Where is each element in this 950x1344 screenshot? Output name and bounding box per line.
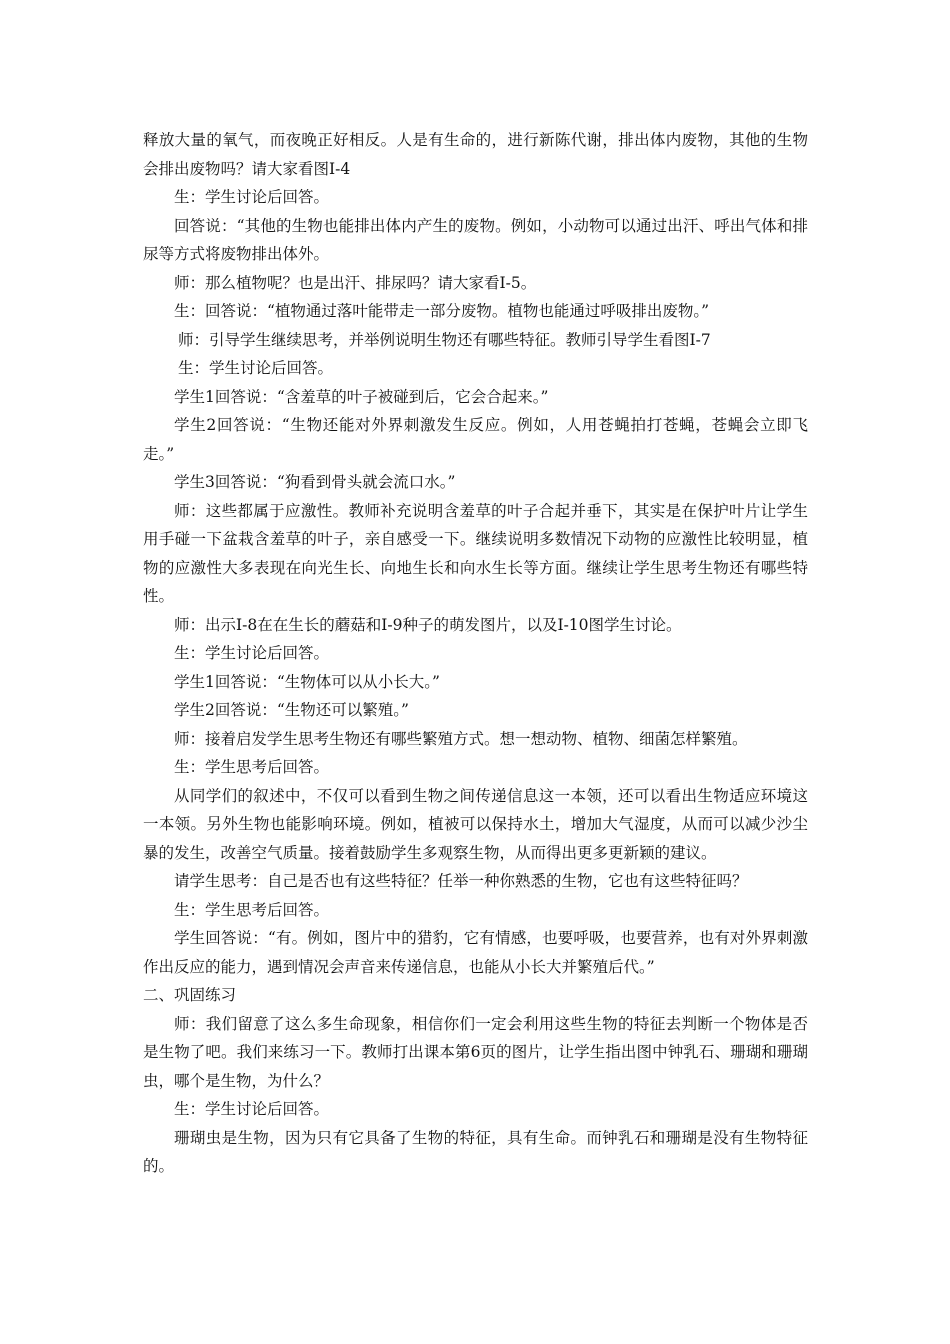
paragraph: 师：这些都属于应激性。教师补充说明含羞草的叶子合起并垂下，其实是在保护叶片让学生用手碰一下盆栽含羞草的叶子，亲自感受一下。继续说明多数情况下动物的应激性比较明显，植物的应激性大多表现在向光生长、向地生长和向水生长等方面。继续让学生思考生物还有哪些特性。: [143, 501, 808, 605]
paragraph: 珊瑚虫是生物，因为只有它具备了生物的特征，具有生命。而钟乳石和珊瑚是没有生物特征的。: [143, 1128, 808, 1175]
paragraph: 释放大量的氧气，而夜晚正好相反。人是有生命的，进行新陈代谢，排出体内废物，其他的生物会排出废物吗？请大家看图I-4: [143, 131, 808, 178]
paragraph: 师：我们留意了这么多生命现象，相信你们一定会利用这些生物的特征去判断一个物体是否是生物了吧。我们来练习一下。教师打出课本第6页的图片，让学生指出图中钟乳石、珊瑚和珊瑚虫，哪个是生物，为什么？: [143, 1014, 808, 1090]
paragraph: 生：学生思考后回答。: [174, 758, 330, 776]
paragraph: 生：回答说：“植物通过落叶能带走一部分废物。植物也能通过呼吸排出废物。”: [174, 302, 710, 320]
paragraph: 回答说：“其他的生物也能排出体内产生的废物。例如，小动物可以通过出汗、呼出气体和排尿等方式将废物排出体外。: [143, 216, 808, 263]
paragraph: 生：学生讨论后回答。: [174, 188, 330, 206]
paragraph: 学生3回答说：“狗看到骨头就会流口水。”: [174, 473, 456, 491]
paragraph: 学生1回答说：“生物体可以从小长大。”: [174, 672, 440, 691]
paragraph: 学生2回答说：“生物还能对外界刺激发生反应。例如，人用苍蝇拍打苍蝇，苍蝇会立即飞走。”: [143, 416, 808, 463]
paragraph: 生：学生讨论后回答。: [178, 359, 334, 377]
paragraph: 生：学生思考后回答。: [174, 900, 330, 919]
paragraph: 生：学生讨论后回答。: [174, 1100, 330, 1118]
paragraph: 学生回答说：“有。例如，图片中的猎豹，它有情感，也要呼吸，也要营养，也有对外界刺激作出反应的能力，遇到情况会声音来传递信息，也能从小长大并繁殖后代。”: [143, 929, 808, 976]
paragraph: 生：学生讨论后回答。: [174, 644, 330, 662]
paragraph: 师：那么植物呢？也是出汗、排尿吗？请大家看I-5。: [174, 273, 537, 292]
document-page: [143, 126, 808, 1181]
paragraph: 师：接着启发学生思考生物还有哪些繁殖方式。想一想动物、植物、细菌怎样繁殖。: [174, 729, 748, 748]
paragraph: 请学生思考：自己是否也有这些特征？任举一种你熟悉的生物，它也有这些特征吗？: [174, 872, 748, 890]
paragraph: 学生1回答说：“含羞草的叶子被碰到后，它会合起来。”: [174, 387, 549, 406]
paragraph: 学生2回答说：“生物还可以繁殖。”: [174, 701, 409, 719]
paragraph: 师：出示I-8在在生长的蘑菇和I-9种子的萌发图片，以及I-10图学生讨论。: [174, 615, 682, 634]
paragraph: 从同学们的叙述中，不仅可以看到生物之间传递信息这一本领，还可以看出生物适应环境这一本领。另外生物也能影响环境。例如，植被可以保持水土，增加大气湿度，从而可以减少沙尘暴的发生，改善空气质量。接着鼓励学生多观察生物，从而得出更多更新颖的建议。: [143, 786, 808, 862]
paragraph: 师：引导学生继续思考，并举例说明生物还有哪些特征。教师引导学生看图I-7: [178, 330, 711, 349]
section-heading: 二、巩固练习: [143, 986, 237, 1004]
